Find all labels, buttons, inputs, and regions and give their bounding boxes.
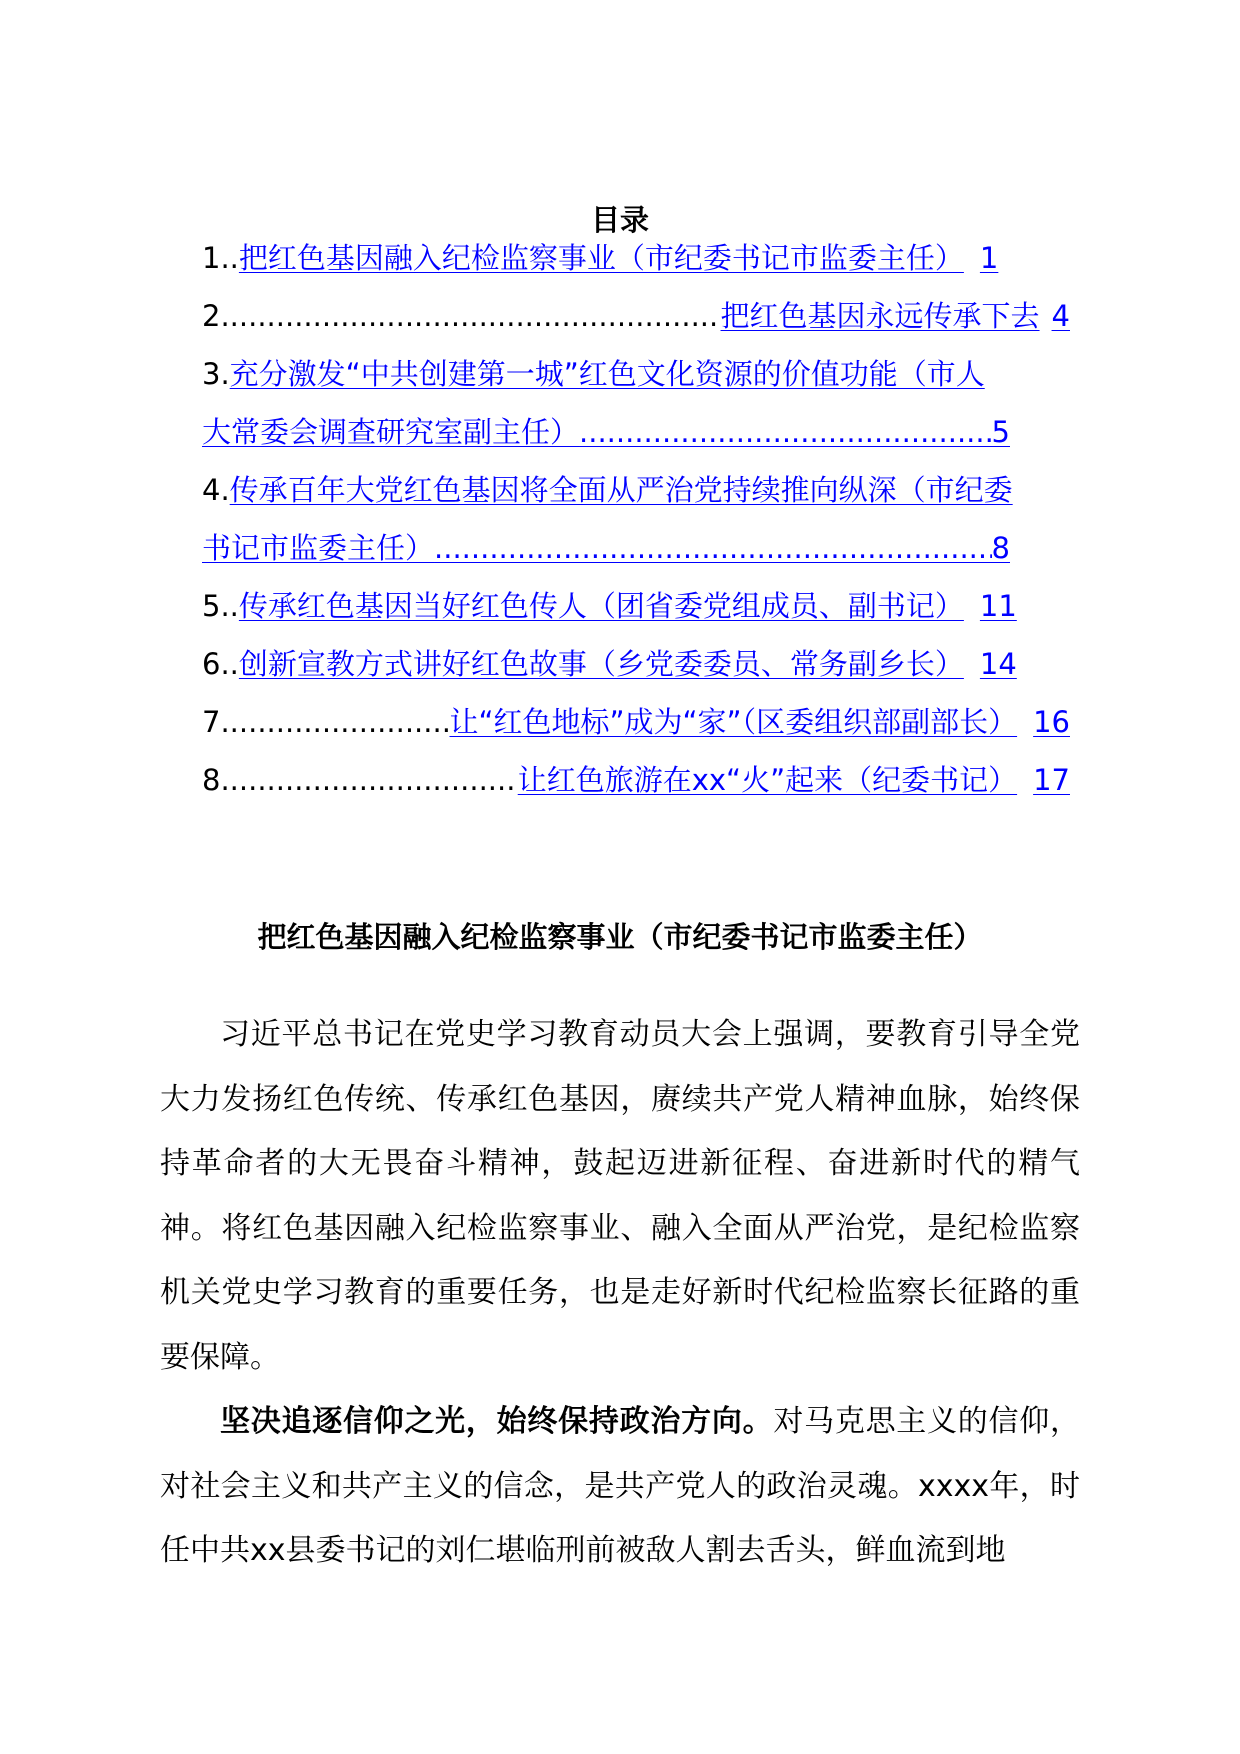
toc-entry-number: 2 [202,299,221,333]
paragraph-lead: 坚决追逐信仰之光，始终保持政治方向。 [220,1404,774,1439]
toc-entry-3-cont[interactable] [202,412,1010,452]
toc-leader-dots [220,760,517,800]
toc-leader-dots [434,528,992,568]
toc-entry-link[interactable]: 创新宣教方式讲好红色故事（乡党委委员、常务副乡长） [238,647,964,681]
toc-entry-page[interactable]: 4 [1051,299,1070,333]
toc-entry-link[interactable]: 让“红色地标”成为“家”（区委组织部副部长） [449,705,1018,739]
toc-entry-page[interactable]: 8 [991,531,1010,565]
toc-entry-link[interactable]: 把红色基因融入纪检监察事业（市纪委书记市监委主任） [238,241,964,275]
toc-entry-1[interactable] [202,238,1070,278]
toc-entry-6[interactable] [202,644,1070,684]
toc-leader-dots [220,702,449,742]
toc-entry-link[interactable]: 书记市监委主任） [202,531,435,565]
toc-entry-7[interactable] [202,702,1070,742]
toc-entry-number: 8 [202,763,221,797]
toc-leader-dots [579,412,992,452]
toc-entry-3[interactable] [202,354,1070,394]
toc-entry-page[interactable]: 5 [991,415,1010,449]
toc-entry-5[interactable] [202,586,1070,626]
toc-entry-number: 4. [202,473,230,507]
toc-entry-page[interactable]: 11 [979,589,1017,623]
toc-entry-number: 6.. [202,647,239,681]
body-paragraph-1: 习近平总书记在党史学习教育动员大会上强调，要教育引导全党大力发扬红色传统、传承红色基因，赓续共产党人精神血脉，始终保持革命者的大无畏奋斗精神，鼓起迈进新征程、奋进新时代的精气神。将红色基因融入纪检监察事业、融入全面从严治党，是纪检监察机关党史学习教育的重要任务，也是走好新时代纪检监察长征路的重要保障。 [160,1017,1080,1375]
toc-entry-page[interactable]: 16 [1033,705,1070,739]
toc-entry-page[interactable]: 17 [1033,763,1070,797]
toc-entry-number: 5.. [202,589,239,623]
paragraph-text: 对马克思主义的信仰，对社会主义和共产主义的信念，是共产党人的政治灵魂。xxxx年，时任中共xx县委书记的刘仁堪临刑前被敌人割去舌头，鲜血流到地 [160,1404,1081,1568]
toc-entry-8[interactable] [202,760,1070,800]
toc-entry-link[interactable]: 把红色基因永远传承下去 [720,299,1040,333]
toc-entry-number: 3. [202,357,230,391]
toc-entry-link[interactable]: 让红色旅游在xx“火”起来（纪委书记） [517,763,1018,797]
toc-title: 目录 [590,203,649,237]
body-paragraph-2 [160,1390,1080,1584]
toc-entry-4[interactable] [202,470,1070,510]
toc-entry-link[interactable]: 传承红色基因当好红色传人（团省委党组成员、副书记） [238,589,964,623]
toc-leader-dots [220,296,720,336]
toc-entry-link[interactable]: 充分激发“中共创建第一城”红色文化资源的价值功能（市人 [229,357,985,391]
toc-entry-4-cont[interactable] [202,528,1010,568]
toc-entry-link[interactable]: 大常委会调查研究室副主任） [202,415,580,449]
toc-entry-2[interactable] [202,296,1070,336]
toc-entry-page[interactable]: 14 [979,647,1017,681]
section-title: 把红色基因融入纪检监察事业（市纪委书记市监委主任） [257,920,983,954]
toc-entry-page[interactable]: 1 [979,241,999,275]
toc-entry-number: 7 [202,705,221,739]
toc-entry-number: 1.. [202,241,239,275]
toc-entry-link[interactable]: 传承百年大党红色基因将全面从严治党持续推向纵深（市纪委 [229,473,1013,507]
